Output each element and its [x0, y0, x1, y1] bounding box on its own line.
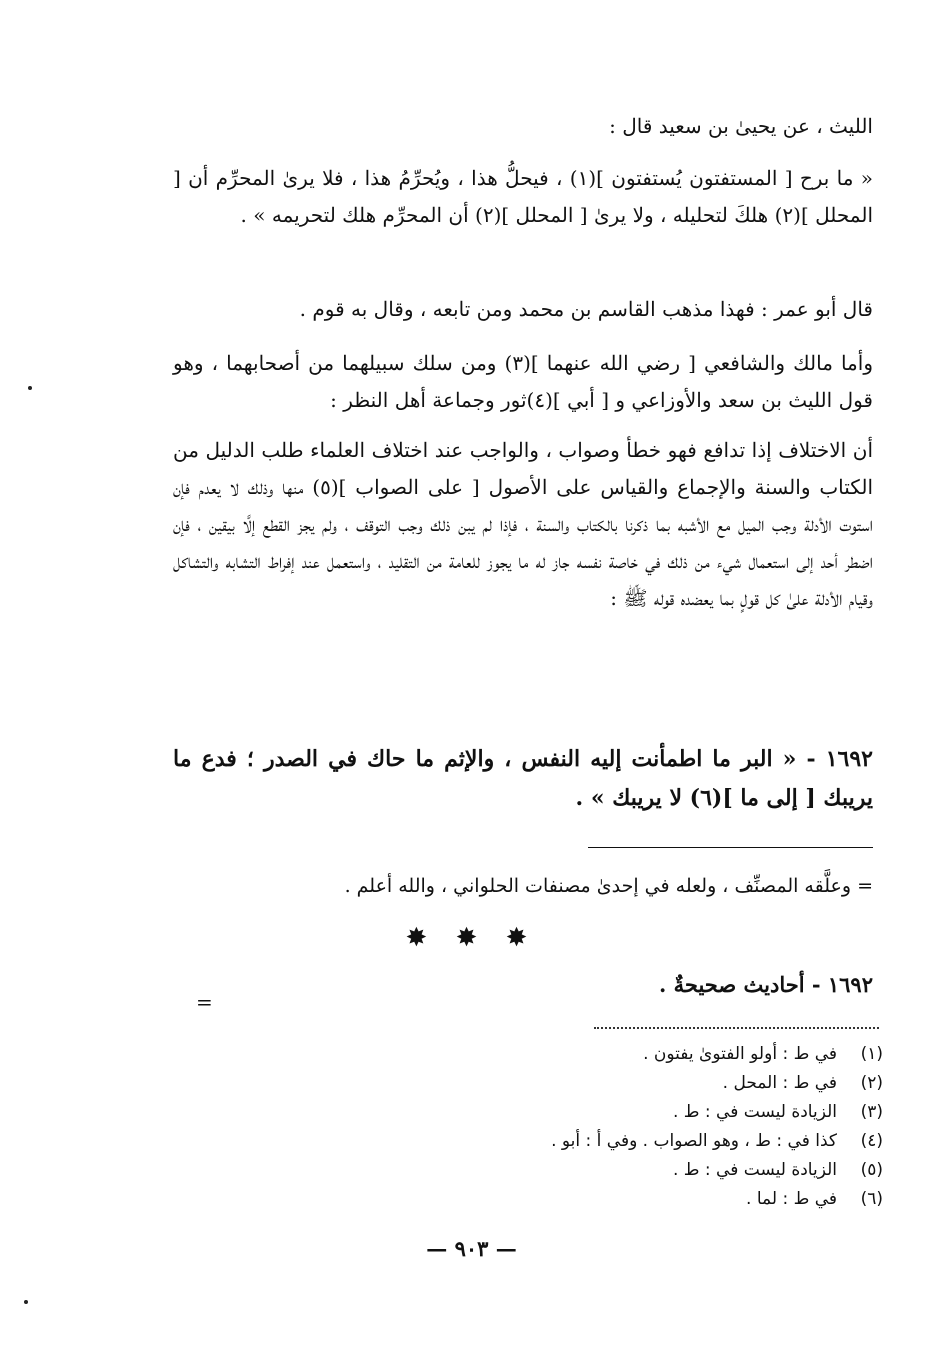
- footnote-list: [183, 1040, 883, 1214]
- page-number: — ٩٠٣ —: [426, 1236, 517, 1261]
- footnote-number: (٢): [860, 1073, 883, 1093]
- section-separator: ✸ ✸ ✸: [405, 923, 538, 953]
- footnote-item: [183, 1185, 883, 1214]
- footnote-text: في ط : أولو الفتوىٰ يفتون .: [643, 1044, 837, 1064]
- footnote-item: [183, 1127, 883, 1156]
- paragraph-3: قال أبو عمر : فهذا مذهب القاسم بن محمد ومن تابعه ، وقال به قوم .: [299, 297, 873, 321]
- footnote-item: [183, 1069, 883, 1098]
- footnote-text: الزيادة ليست في : ط .: [672, 1160, 837, 1180]
- paragraph-2-quote: « ما برح [ المستفتون يُستفتون ](١) ، فيحلُّ هذا ، ويُحرِّمُ هذا ، فلا يرىٰ المحرِّم أن [ المحلل ](٢) هلكَ لتحليله ، ولا يرىٰ [ المحلل ](٢) أن المحرِّم هلك لتحريمه » .: [173, 166, 874, 227]
- footnote-item: [183, 1040, 883, 1069]
- footnote-number: (٥): [860, 1160, 883, 1180]
- note-continuation: = وعلَّقه المصنِّف ، ولعله في إحدىٰ مصنفات الحلواني ، والله أعلم .: [344, 875, 873, 897]
- hadith-text: ١٦٩٢ - « البر ما اطمأنت إليه النفس ، والإثم ما حاك في الصدر ؛ فدع ما يريبك [ إلى ما ](٦) لا يريبك » .: [173, 746, 873, 811]
- paragraph-4: وأما مالك والشافعي [ رضي الله عنهما ](٣) ومن سلك سبيلهما من أصحابهما ، وهو قول الليث بن سعد والأوزاعي و [ أبي ](٤)ثور وجماعة أهل النظر :: [173, 351, 873, 412]
- footnote-dotted-rule: [594, 1027, 879, 1029]
- footnote-rule: [588, 847, 873, 848]
- footnote-item: [183, 1098, 883, 1127]
- footnote-item: [183, 1156, 883, 1185]
- footnote-text: الزيادة ليست في : ط .: [672, 1102, 837, 1122]
- footnote-text: في ط : المحل .: [722, 1073, 837, 1093]
- paragraph-5: أن الاختلاف إذا تدافع فهو خطأ وصواب ، والواجب عند اختلاف العلماء طلب الدليل من الكتاب والسنة والإجماع والقياس على الأصول [ على الصواب ](٥) منها وذلك لا يعدم فإن استوت الأدلة وجب الميل مع الأشبه بما ذكرنا بالكتاب والسنة ، فإذا لم يبن ذلك وجب التوقف ، ولم يجز القطع إلَّا بيقين ، فإن اضطر أحد إلى استعمال شيء من ذلك في خاصة نفسه جاز له ما يجوز للعامة من التقليد ، واستعمل عند إفراط التشابه والتشاكل وقيام الأدلة علىٰ كل قولٍ بما يعضده قوله ﷺ :: [173, 438, 873, 610]
- footnote-number: (٤): [860, 1131, 883, 1151]
- continuation-mark: =: [196, 990, 213, 1014]
- footnote-text: كذا في : ط ، وهو الصواب . وفي أ : أبو .: [551, 1131, 837, 1151]
- hadith-reference: ١٦٩٢ - أحاديث صحيحةٌ .: [659, 972, 873, 997]
- scan-speck: [24, 1300, 28, 1304]
- footnote-text: في ط : لما .: [746, 1189, 837, 1209]
- footnote-number: (٣): [860, 1102, 883, 1122]
- footnote-number: (١): [860, 1044, 883, 1064]
- footnote-number: (٦): [860, 1189, 883, 1209]
- paragraph-1: الليث ، عن يحيىٰ بن سعيد قال :: [609, 114, 873, 138]
- scan-speck: [28, 386, 32, 390]
